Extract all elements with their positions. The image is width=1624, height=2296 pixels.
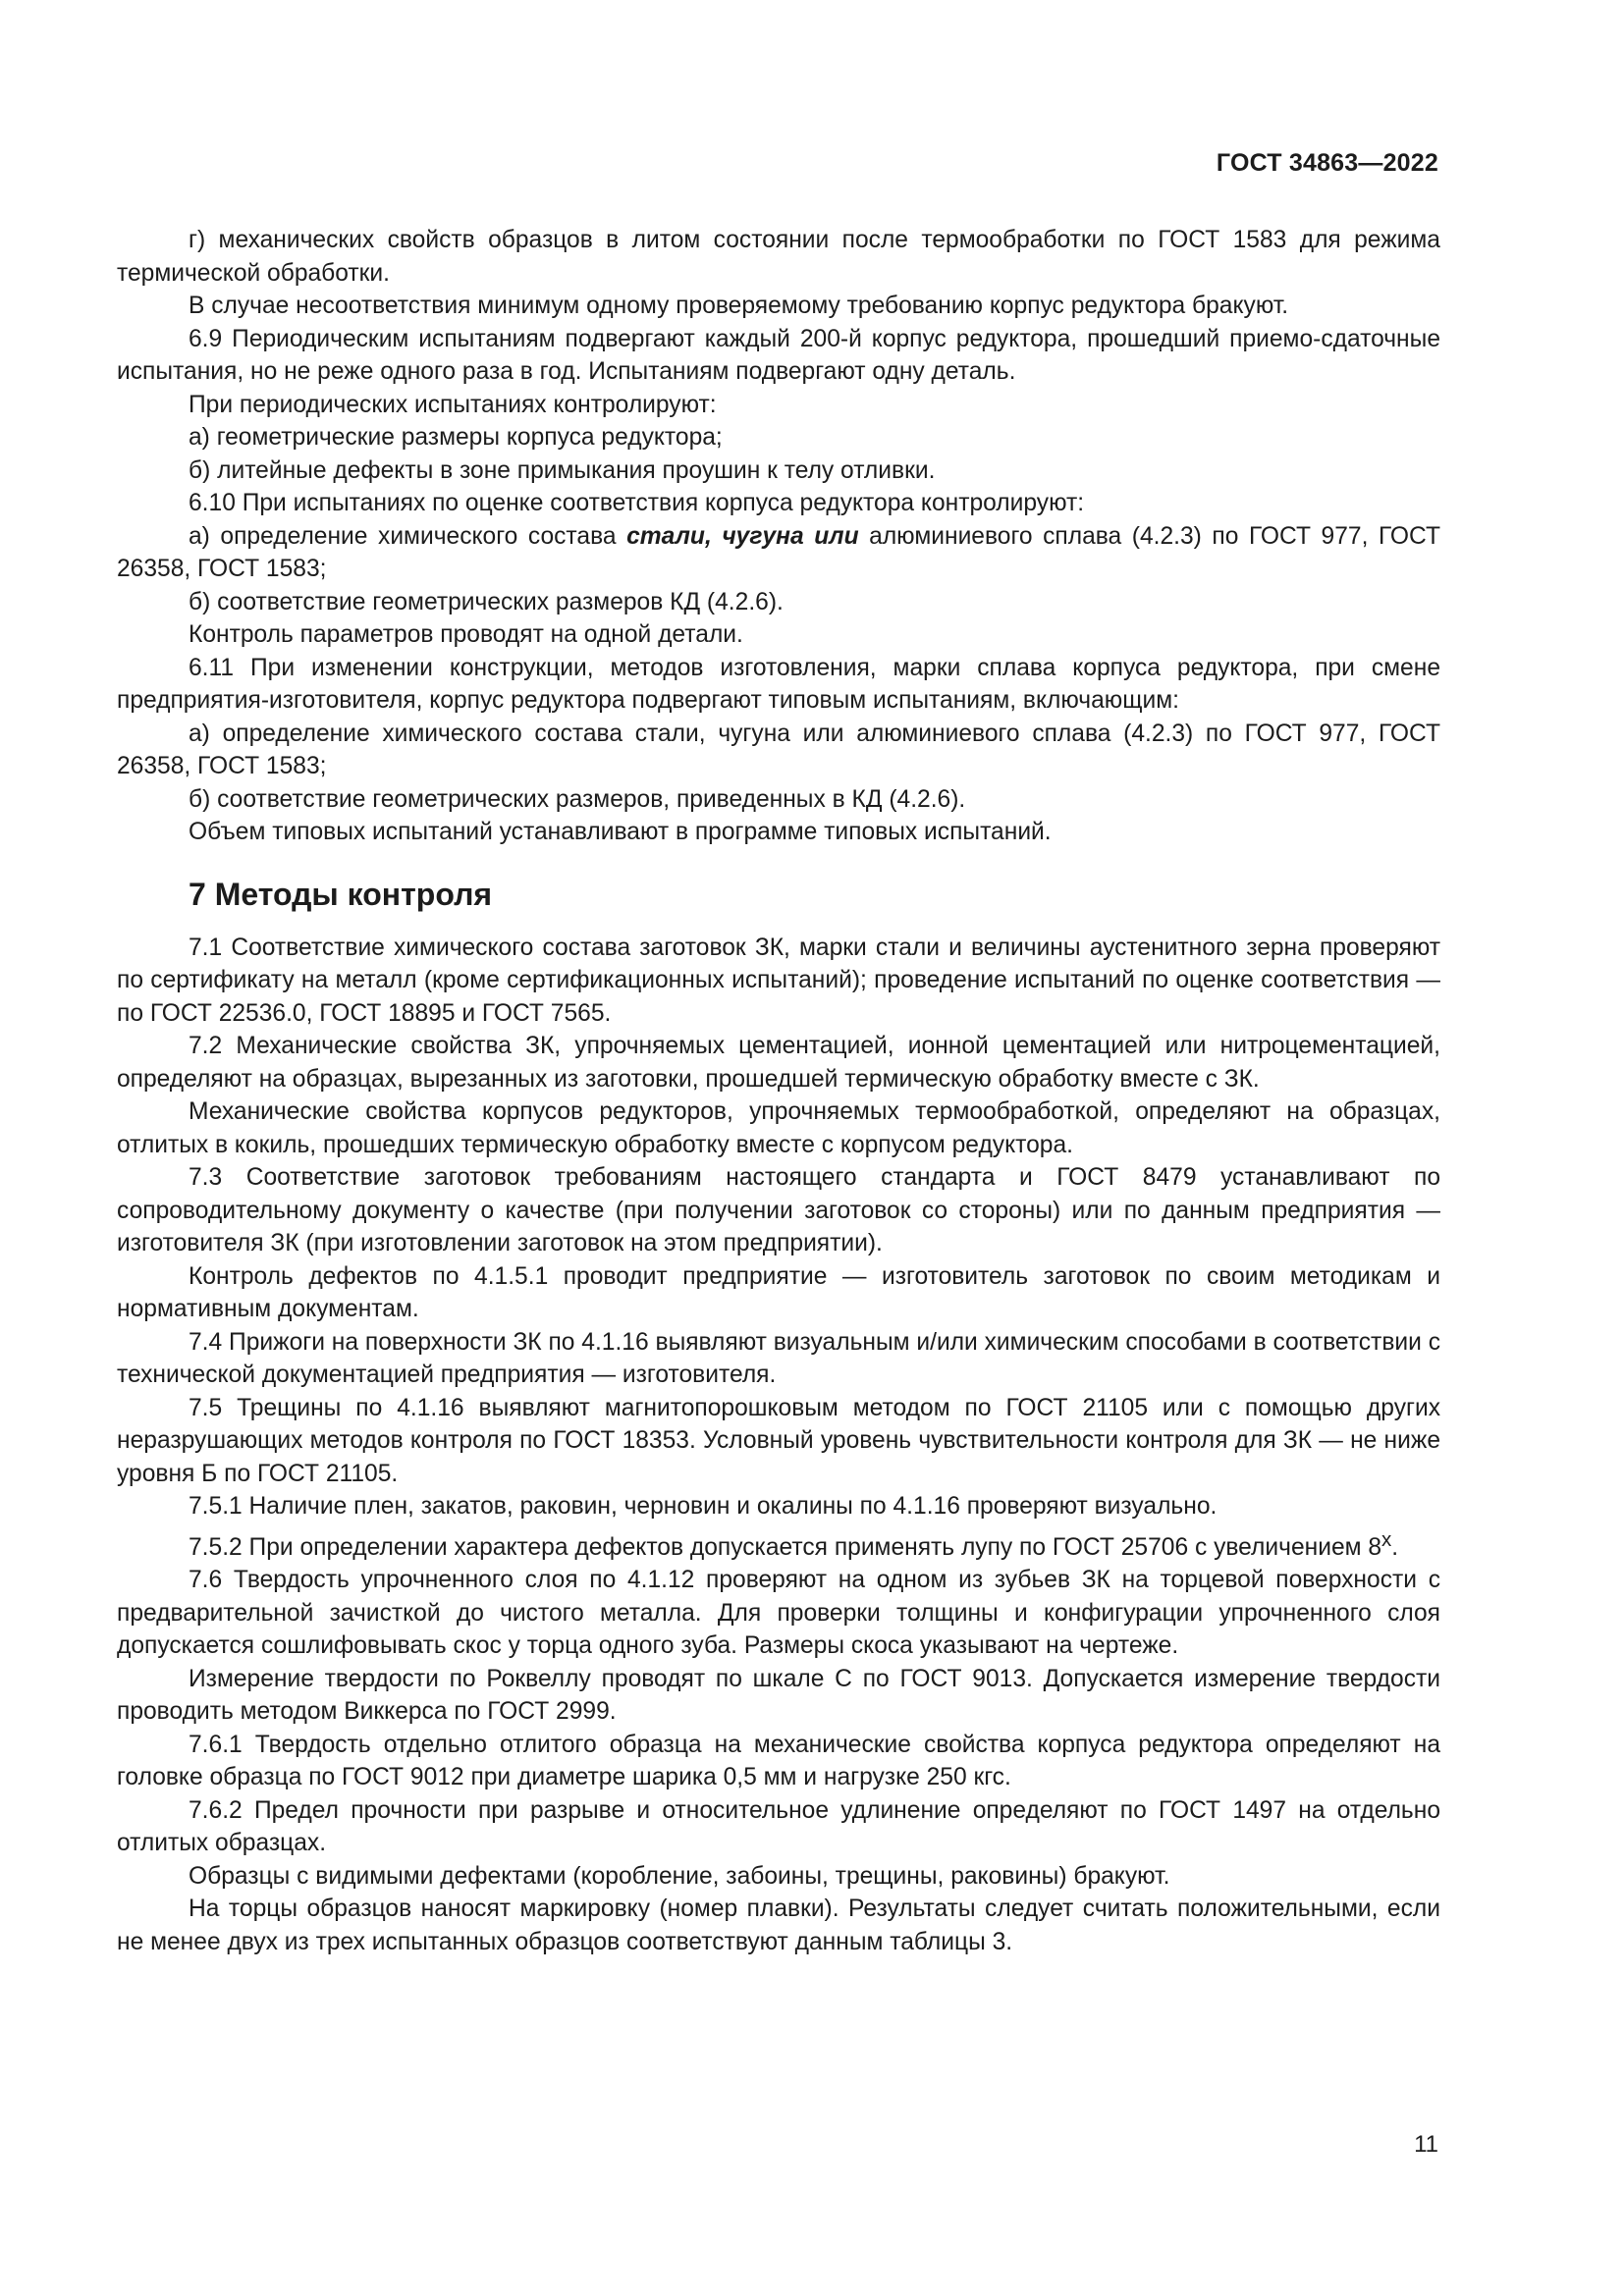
paragraph: 7.3 Соответствие заготовок требованиям настоящего стандарта и ГОСТ 8479 устанавливают по сопроводительному документу о качестве (при получении заготовок со стороны) или по данным предприятия — изготовителя ЗК (при изготовлении заготовок на этом предприятии). [117,1164,1440,1256]
paragraph: б) литейные дефекты в зоне примыкания проушин к телу отливки. [189,456,936,484]
paragraph: 7.6 Твердость упрочненного слоя по 4.1.12 проверяют на одном из зубьев ЗК на торцевой поверхности с предварительной зачисткой до чистого металла. Для проверки толщины и конфигурации упрочненного слоя допускается сошлифовывать скос у торца одного зуба. Размеры скоса указывают на чертеже. [117,1567,1440,1660]
paragraph: При периодических испытаниях контролируют: [189,391,717,418]
emphasized-text: стали, чугуна или [626,522,859,550]
paragraph: 6.11 При изменении конструкции, методов изготовления, марки сплава корпуса редуктора, при смене предприятия-изготовителя, корпус редуктора подвергают типовым испытаниям, включающим: [117,654,1440,714]
paragraph: а) определение химического состава стали, чугуна или алюминиевого сплава (4.2.3) по ГОСТ 977, ГОСТ 26358, ГОСТ 1583; [117,720,1440,779]
paragraph: 7.1 Соответствие химического состава заготовок ЗК, марки стали и величины аустенитного зерна проверяют по сертификату на металл (кроме сертификационных испытаний); проведение испытаний по оценке соответствия — по ГОСТ 22536.0, ГОСТ 18895 и ГОСТ 7565. [117,934,1440,1027]
section-heading: 7 Методы контроля [189,876,493,912]
paragraph: 7.6.2 Предел прочности при разрыве и относительное удлинение определяют по ГОСТ 1497 на отдельно отлитых образцах. [117,1796,1440,1857]
paragraph: Измерение твердости по Роквеллу проводят по шкале С по ГОСТ 9013. Допускается измерение твердости проводить методом Виккерса по ГОСТ 2999. [117,1665,1440,1726]
paragraph: 7.6.1 Твердость отдельно отлитого образца на механические свойства корпуса редуктора определяют на головке образца по ГОСТ 9012 при диаметре шарика 0,5 мм и нагрузке 250 кгс. [117,1731,1440,1791]
superscript: x [1381,1527,1392,1551]
text-run: алюминиевого сплава (4.2.3) по ГОСТ 977, ГОСТ 26358, ГОСТ 1583; [117,522,1440,582]
paragraph: 7.5 Трещины по 4.1.16 выявляют магнитопорошковым методом по ГОСТ 21105 или с помощью других неразрушающих методов контроля по ГОСТ 18353. Условный уровень чувствительности контроля для ЗК — не ниже уровня Б по ГОСТ 21105. [117,1394,1440,1487]
paragraph: г) механических свойств образцов в литом состоянии после термообработки по ГОСТ 1583 для режима термической обработки. [117,227,1440,287]
paragraph: Образцы с видимыми дефектами (коробление, забоины, трещины, раковины) бракуют. [189,1862,1170,1890]
paragraph: б) соответствие геометрических размеров, приведенных в КД (4.2.6). [189,785,966,813]
document-code: ГОСТ 34863—2022 [1216,149,1438,177]
paragraph: 6.9 Периодическим испытаниям подвергают каждый 200-й корпус редуктора, прошедший приемо-сдаточные испытания, но не реже одного раза в год. Испытаниям подвергают одну деталь. [117,325,1440,385]
paragraph: Механические свойства корпусов редукторов, упрочняемых термообработкой, определяют на образцах, отлитых в кокиль, прошедших термическую обработку вместе с корпусом редуктора. [117,1098,1440,1158]
page-number: 11 [1414,2131,1438,2158]
paragraph: а) геометрические размеры корпуса редуктора; [189,424,723,451]
text-run: . [1391,1533,1399,1561]
text-run: 7.5.2 При определении характера дефектов допускается применять лупу по ГОСТ 25706 с увеличением 8 [189,1533,1382,1561]
paragraph: Контроль дефектов по 4.1.5.1 проводит предприятие — изготовитель заготовок по своим методикам и нормативным документам. [117,1262,1440,1322]
paragraph: 6.10 При испытаниях по оценке соответствия корпуса редуктора контролируют: [189,490,1085,516]
paragraph: Контроль параметров проводят на одной детали. [189,621,743,648]
paragraph: 7.5.1 Наличие плен, закатов, раковин, черновин и окалины по 4.1.16 проверяют визуально. [189,1493,1218,1520]
document-body [117,224,1440,1958]
paragraph: В случае несоответствия минимум одному проверяемому требованию корпус редуктора бракуют. [189,293,1289,319]
paragraph: Объем типовых испытаний устанавливают в программе типовых испытаний. [189,819,1052,845]
paragraph-6-10-a [117,520,1440,586]
paragraph-7-5-2 [117,1523,1440,1565]
paragraph: 7.2 Механические свойства ЗК, упрочняемых цементацией, ионной цементацией или нитроцементацией, определяют на образцах, вырезанных из заготовки, прошедшей термическую обработку вместе с ЗК. [117,1033,1440,1093]
paragraph: б) соответствие геометрических размеров КД (4.2.6). [189,588,784,615]
text-run: а) определение химического состава [189,522,627,550]
paragraph: 7.4 Прижоги на поверхности ЗК по 4.1.16 выявляют визуальным и/или химическим способами в соответствии с технической документацией предприятия — изготовителя. [117,1328,1440,1388]
paragraph: На торцы образцов наносят маркировку (номер плавки). Результаты следует считать положительными, если не менее двух из трех испытанных образцов соответствуют данным таблицы 3. [117,1896,1440,1955]
